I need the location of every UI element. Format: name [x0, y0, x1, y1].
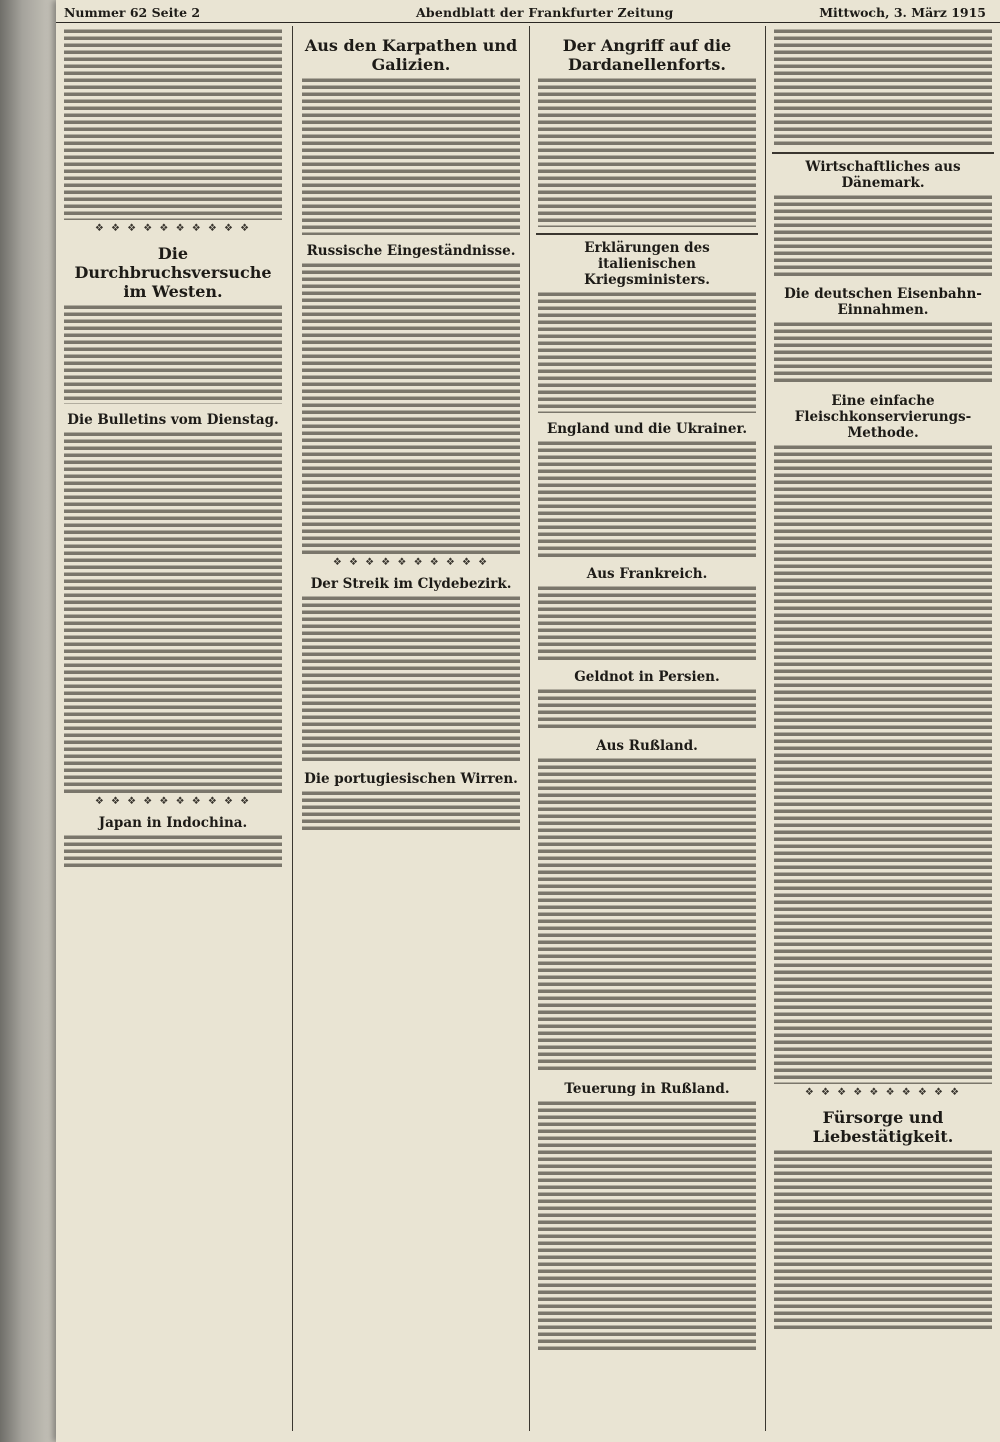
headline: Erklärungen des italienischen Kriegsministers. [536, 233, 758, 288]
ornament-divider: ❖ ❖ ❖ ❖ ❖ ❖ ❖ ❖ ❖ ❖ [804, 1087, 962, 1098]
column-rule [529, 26, 530, 1431]
ornament-divider: ❖ ❖ ❖ ❖ ❖ ❖ ❖ ❖ ❖ ❖ [94, 796, 252, 807]
article-text [538, 757, 756, 1073]
headline: Aus Rußland. [596, 738, 698, 754]
article-text [538, 77, 756, 227]
headline: Der Streik im Clydebezirk. [310, 576, 512, 592]
article-text [538, 1100, 756, 1350]
article-text [64, 28, 282, 220]
article-text [774, 28, 992, 146]
newspaper-title: Abendblatt der Frankfurter Zeitung [416, 5, 674, 20]
headline: Die Durchbruchsversuche im Westen. [74, 244, 272, 301]
column-rule [765, 26, 766, 1431]
article-text [774, 194, 992, 278]
article-text [774, 1149, 992, 1329]
headline: Japan in Indochina. [98, 815, 248, 831]
ornament-divider: ❖ ❖ ❖ ❖ ❖ ❖ ❖ ❖ ❖ ❖ [94, 223, 252, 234]
article-text [64, 431, 282, 793]
page-header [56, 0, 1000, 23]
ornament-divider: ❖ ❖ ❖ ❖ ❖ ❖ ❖ ❖ ❖ ❖ [332, 557, 490, 568]
article-text [774, 444, 992, 1084]
binding-edge [0, 0, 56, 1442]
article-text [538, 688, 756, 730]
headline: England und die Ukrainer. [546, 421, 748, 437]
newspaper-page [56, 0, 1000, 1442]
headline: Die portugiesischen Wirren. [304, 771, 518, 787]
column-1 [62, 26, 284, 870]
headline: Aus den Karpathen und Galizien. [304, 36, 518, 74]
article-text [302, 262, 520, 554]
article-text [64, 834, 282, 868]
issue-date: Mittwoch, 3. März 1915 [819, 5, 986, 20]
article-text [538, 291, 756, 413]
article-text [538, 585, 756, 661]
article-text [302, 77, 520, 235]
headline: Russische Eingeständnisse. [306, 243, 516, 259]
headline: Teuerung in Rußland. [564, 1081, 730, 1097]
column-4 [772, 26, 994, 1331]
headline: Fürsorge und Liebestätigkeit. [812, 1108, 954, 1146]
column-3 [536, 26, 758, 1352]
article-text [64, 304, 282, 404]
article-text [302, 790, 520, 832]
article-text [302, 595, 520, 763]
article-text [774, 321, 992, 385]
page-number: Nummer 62 Seite 2 [64, 5, 201, 20]
headline: Wirtschaftliches aus Dänemark. [772, 152, 994, 191]
headline: Aus Frankreich. [586, 566, 708, 582]
headline: Geldnot in Persien. [574, 669, 720, 685]
headline: Die Bulletins vom Dienstag. [67, 412, 279, 428]
column-2 [300, 26, 522, 834]
headline: Der Angriff auf die Dardanellenforts. [562, 36, 732, 74]
headline: Die deutschen Eisenbahn-Einnahmen. [784, 286, 982, 318]
column-rule [292, 26, 293, 1431]
article-text [538, 440, 756, 558]
headline: Eine einfache Fleischkonservierungs-Methode. [794, 393, 972, 441]
